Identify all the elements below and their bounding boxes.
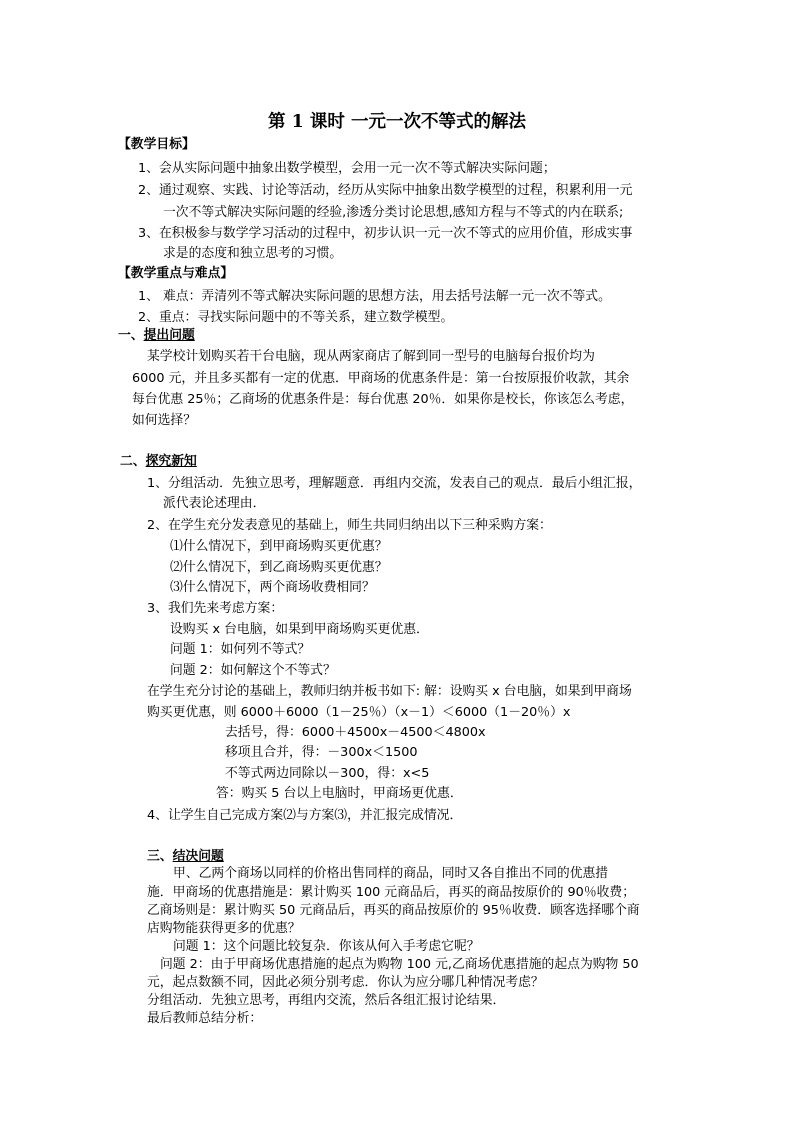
question-item: 问题 1：如何列不等式？: [170, 642, 311, 657]
section2-line: 1、分组活动．先独立思考，理解题意．再组内交流，发表自己的观点．最后小组汇报，: [147, 476, 642, 491]
section1-title: 提出问题: [143, 328, 195, 343]
section3-line: 分组活动．先独立思考，再组内交流，然后各组汇报讨论结果．: [147, 993, 506, 1008]
section2-line: 4、让学生自己完成方案⑵与方案⑶，并汇报完成情况．: [147, 808, 463, 823]
section3-line: 施．甲商场的优惠措施是：累计购买 100 元商品后，再买的商品按原价的 90％收费；: [147, 885, 636, 900]
section1-line: 每台优惠 25％；乙商场的优惠条件是：每台优惠 20％．如果你是校长，你该怎么考虑，: [132, 392, 634, 407]
section1-heading: [118, 328, 195, 344]
section2-heading: [120, 454, 197, 470]
goal-item: 1、会从实际问题中抽象出数学模型，会用一元一次不等式解决实际问题；: [138, 161, 556, 176]
solution-step: 不等式两边同除以－300，得：x<5: [225, 766, 430, 781]
plan-option: ⑵什么情况下，到乙商场购买更优惠？: [170, 560, 388, 575]
section3-number: 三、: [147, 849, 173, 864]
section3-line: 乙商场则是：累计购买 50 元商品后，再买的商品按原价的 95％收费．顾客选择哪个商: [147, 903, 640, 918]
section2-line: 设购买 x 台电脑，如果到甲商场购买更优惠．: [170, 622, 429, 637]
keypoint-item: 2、重点：寻找实际问题中的不等关系，建立数学模型。: [138, 310, 454, 325]
section3-line: 最后教师总结分析：: [147, 1011, 263, 1026]
section1-line: 某学校计划购买若干台电脑，现从两家商店了解到同一型号的电脑每台报价均为: [147, 349, 595, 364]
section1-line: 6000 元，并且多买都有一定的优惠．甲商场的优惠条件是：第一台按原报价收款，其余: [132, 371, 630, 386]
section2-line: 3、我们先来考虑方案：: [147, 601, 284, 616]
goals-heading: 【教学目标】: [118, 137, 195, 152]
section3-title: 结决问题: [172, 849, 224, 864]
goal-item: 3、在积极参与数学学习活动的过程中，初步认识一元一次不等式的应用价值，形成实事: [138, 226, 633, 241]
section2-title: 探究新知: [145, 454, 197, 469]
section3-line: 甲、乙两个商场以同样的价格出售同样的商品，同时又各自推出不同的优惠措: [173, 866, 609, 881]
keypoints-heading: 【教学重点与难点】: [118, 266, 234, 281]
answer-line: 答：购买 5 台以上电脑时，甲商场更优惠．: [216, 786, 463, 801]
question-item: 问题 1：这个问题比较复杂．你该从何入手考虑它呢？: [173, 939, 480, 954]
question-item: 问题 2：由于甲商场优惠措施的起点为购物 100 元,乙商场优惠措施的起点为购物 50: [160, 957, 639, 972]
solution-step: 去括号，得：6000＋4500x－4500＜4800x: [225, 725, 486, 740]
inequality-line: 购买更优惠，则 6000＋6000（1－25％）（x－1）＜6000（1－20％）x: [147, 705, 571, 720]
plan-option: ⑴什么情况下，到甲商场购买更优惠？: [170, 539, 388, 554]
goal-item-continued: 一次不等式解决实际问题的经验,渗透分类讨论思想,感知方程与不等式的内在联系;: [163, 205, 624, 220]
section1-number: 一、: [118, 328, 144, 343]
section2-line: 2、在学生充分发表意见的基础上，师生共同归纳出以下三种采购方案：: [147, 518, 552, 533]
section2-number: 二、: [120, 454, 146, 469]
section3-line: 店购物能获得更多的优惠？: [147, 921, 301, 936]
goal-item: 2、通过观察、实践、讨论等活动，经历从实际中抽象出数学模型的过程，积累利用一元: [138, 183, 633, 198]
goal-item-continued: 求是的态度和独立思考的习惯。: [163, 246, 343, 261]
question-item: 问题 2：如何解这个不等式？: [170, 663, 336, 678]
section3-line: 元，起点数额不同，因此必须分别考虑．你认为应分哪几种情况考虑？: [147, 975, 544, 990]
section2-line: 派代表论述理由．: [163, 496, 266, 511]
solution-step: 移项且合并，得：－300x＜1500: [225, 745, 418, 760]
keypoint-item: 1、 难点：弄清列不等式解决实际问题的思想方法，用去括号法解一元一次不等式。: [138, 289, 611, 304]
section2-line: 在学生充分讨论的基础上，教师归纳并板书如下: 解：设购买 x 台电脑，如果到甲商场: [147, 684, 632, 699]
lesson-title: 第 1 课时 一元一次不等式的解法: [268, 112, 526, 132]
section3-heading: [147, 849, 224, 865]
section1-line: 如何选择？: [132, 413, 196, 428]
plan-option: ⑶什么情况下，两个商场收费相同？: [170, 580, 375, 595]
